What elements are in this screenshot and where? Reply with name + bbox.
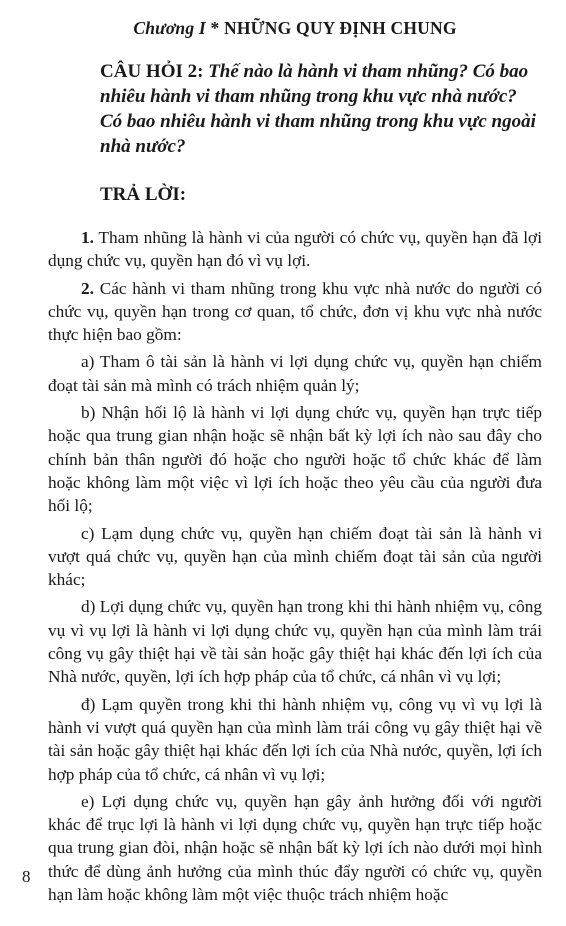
page-number: 8 bbox=[22, 867, 31, 886]
question-label: CÂU HỎI 2: bbox=[100, 61, 204, 82]
paragraph-dd bbox=[48, 693, 542, 786]
paragraph-text: Các hành vi tham nhũng trong khu vực nhà nước do người có chức vụ, quyền hạn trong cơ quan, tổ chức, đơn vị khu vực nhà nước thực hiện bao gồm: bbox=[48, 278, 542, 345]
paragraph-text: Tham nhũng là hành vi của người có chức vụ, quyền hạn đã lợi dụng chức vụ, quyền hạn đó vì vụ lợi. bbox=[48, 228, 542, 271]
header-separator: * bbox=[205, 18, 225, 38]
paragraph-text: a) Tham ô tài sản là hành vi lợi dụng chức vụ, quyền hạn chiếm đoạt tài sản mà mình có trách nhiệm quản lý; bbox=[48, 352, 542, 395]
paragraph-number: 1. bbox=[81, 228, 94, 247]
paragraph-text: b) Nhận hối lộ là hành vi lợi dụng chức vụ, quyền hạn trực tiếp hoặc qua trung gian nhận hoặc sẽ nhận bất kỳ lợi ích nào sau đây cho chính bản thân người đó hoặc cho người hoặc tổ chức khác để làm hoặc không làm một việc vì lợi ích hoặc theo yêu cầu của người đưa hối lộ; bbox=[48, 403, 542, 516]
paragraph-d bbox=[48, 595, 542, 688]
chapter-label: Chương I bbox=[133, 18, 206, 38]
chapter-title: NHỮNG QUY ĐỊNH CHUNG bbox=[224, 18, 457, 38]
question-block bbox=[48, 59, 542, 159]
document-page bbox=[48, 18, 542, 910]
paragraph-b bbox=[48, 401, 542, 517]
paragraph-a bbox=[48, 350, 542, 397]
paragraph-text: đ) Lạm quyền trong khi thi hành nhiệm vụ, công vụ vì vụ lợi là hành vi vượt quá quyền hạn của mình làm trái công vụ gây thiệt hại về tài sản hoặc gây thiệt hại khác đến lợi ích của Nhà nước, quyền, lợi ích hợp pháp của tổ chức, cá nhân vì vụ lợi; bbox=[48, 694, 542, 784]
question-text: Thế nào là hành vi tham nhũng? Có bao nhiêu hành vi tham nhũng trong khu vực nhà nước? Có bao nhiêu hành vi tham nhũng trong khu vực ngoài nhà nước? bbox=[100, 61, 536, 157]
paragraph-1 bbox=[48, 226, 542, 273]
answer-heading: TRẢ LỜI: bbox=[100, 184, 187, 205]
chapter-header bbox=[48, 18, 542, 39]
paragraph-text: c) Lạm dụng chức vụ, quyền hạn chiếm đoạt tài sản là hành vi vượt quá chức vụ, quyền hạn của mình chiếm đoạt tài sản của người khác; bbox=[48, 523, 542, 590]
paragraph-e bbox=[48, 790, 542, 906]
paragraph-text: d) Lợi dụng chức vụ, quyền hạn trong khi thi hành nhiệm vụ, công vụ vì vụ lợi là hành vi lợi dụng chức vụ, quyền hạn của mình làm trái công vụ gây thiệt hại về tài sản hoặc gây thiệt hại khác đến lợi ích của Nhà nước, quyền, lợi ích hợp pháp của tổ chức, cá nhân vì vụ lợi; bbox=[48, 597, 542, 687]
paragraph-c bbox=[48, 522, 542, 592]
answer-body bbox=[48, 226, 542, 906]
paragraph-2 bbox=[48, 277, 542, 347]
paragraph-text: e) Lợi dụng chức vụ, quyền hạn gây ảnh hưởng đối với người khác để trục lợi là hành vi lợi dụng chức vụ, quyền hạn trực tiếp hoặc qua trung gian đòi, nhận hoặc sẽ nhận bất kỳ lợi ích nào dưới mọi hình thức để dùng ảnh hưởng của mình thúc đẩy người có chức vụ, quyền hạn làm hoặc không làm một việc thuộc trách nhiệm hoặc bbox=[48, 791, 542, 905]
paragraph-number: 2. bbox=[81, 278, 94, 298]
